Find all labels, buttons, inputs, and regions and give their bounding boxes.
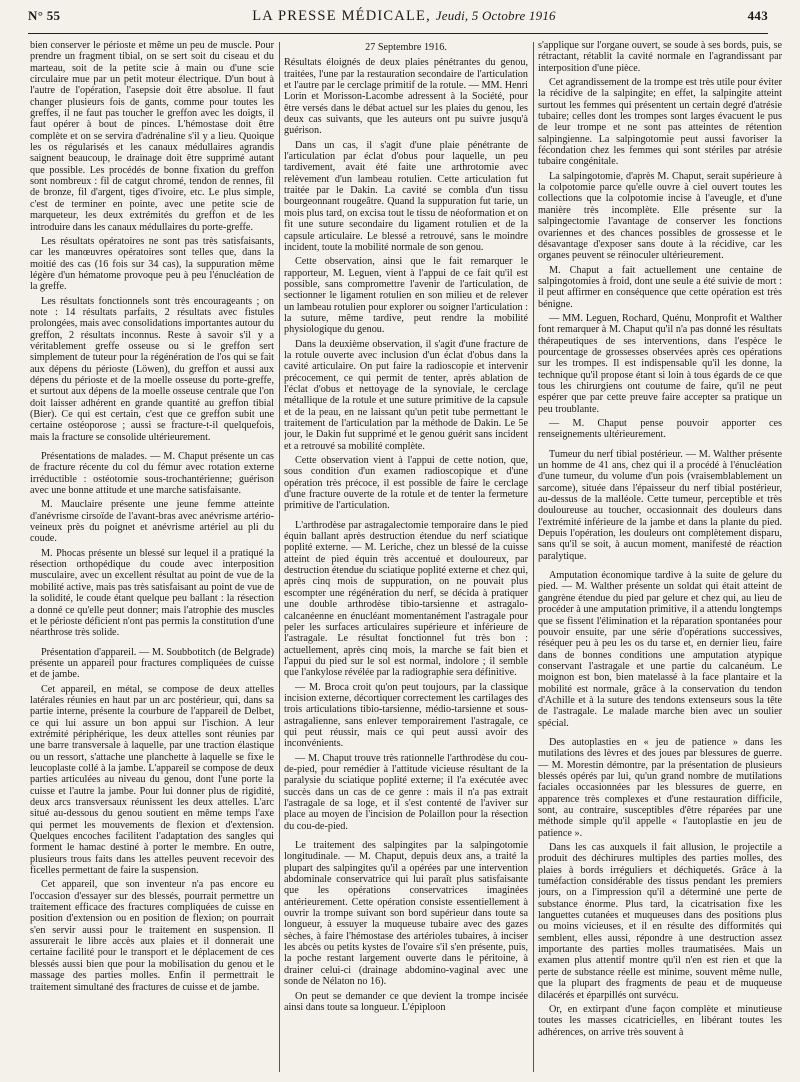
paragraph: M. Chaput a fait actuellement une centaine de salpingotomies à froid, dont une seule a été suivie de mort : il peut affirmer en conséquence que cette opération est très bénigne. [538,264,782,310]
paragraph: bien conserver le périoste et même un peu de muscle. Pour prendre un fragment tibial, on se sert soit du ciseau et du marteau, soit de la petite scie à main ou d'une scie circulaire mue par un petit moteur électrique. D'un bout à l'autre de l'opération, l'asepsie doit être absolue. Il faut changer plusieurs fois de gants, comme pour toutes les greffes, il ne faut pas toucher le greffon avec les doigts, il faut opérer à bout de pinces. L'hémostase doit être complète et on se servira d'adrénaline s'il y a lieu. Quoique les os régularisés et les canaux médullaires agrandis saignent beaucoup, le drainage doit être supprimé autant que possible. Les procédés de bonne fixation du greffon sont nombreux : fil de catgut chromé, tendon de rennes, fil de bronze, fil d'argent, tiges d'ivoire, etc. Le plus simple, c'est de terminer en pointe, avec une petite scie de marqueteur, les deux extrémités du greffon et de les introduire dans les canaux médullaires du porte-greffe. [30,40,274,233]
header-rule [28,33,768,34]
paragraph: Cet appareil, en métal, se compose de deux attelles latérales réunies en haut par un arc postérieur, qui, dans sa partie interne, présente la courbure de l'appareil de Delbet, ce qui lui assure un bon appui sur l'ischion. A leur extrémité périphérique, les deux attelles sont réunies par une barre transversale à laquelle, par une traction élastique ou un ressort, s'attache une planchette à laquelle se fixe le leucoplaste collé à la jambe. L'appareil se compose de deux parties articulées au niveau du genou, dont l'une porte la cuisse et l'autre la jambe. Pour lui donner plus de rigidité, deux arcs transversaux réunissent les deux attelles. L'arc situé au-dessous du genou soutient en même temps l'axe qui permet les mouvements de flexion et d'extension. Quelques encoches facilitent l'adaptation des sangles qui forment le hamac destiné à porter le membre. En outre, plusieurs trous faits dans les attelles peuvent recevoir des ficelles permettant de faire la suspension. [30,683,274,877]
section-paragraph: Résultats éloignés de deux plaies pénétrantes du genou, traitées, l'une par la restauration secondaire de l'articulation et l'autre par le cerclage primitif de la rotule. — MM. Henri Lorin et Morisson-Lacombe adressent à la Société, pour être versés dans le débat actuel sur les plaies du genou, les deux cas suivants, que les auteurs ont pu suivre jusqu'à guérison. [284,57,528,137]
paragraph: — M. Broca croit qu'on peut toujours, par la classique incision externe, décortiquer correctement les cartilages des trois articulations tibio-tarsienne, médio-tarsienne et sous-astragalienne, sans enlever temporairement l'astragale, ce qui peut réussir, mais ce qui peut aussi avoir des inconvénients. [284,681,528,750]
paragraph: Cette observation, ainsi que le fait remarquer le rapporteur, M. Leguen, vient à l'appui de ce fait qu'il est possible, sans compromettre l'avenir de l'articulation, de sectionner le ligament rotulien en son milieu et de relever un lambeau rotulien pour explorer ou soigner l'articulation : la suture, même tardive, peut rendre la mobilité physiologique du genou. [284,256,528,336]
column-divider [279,42,280,1072]
issue-date: Jeudi, 5 Octobre 1916 [435,8,556,23]
session-date: 27 Septembre 1916. [365,42,447,53]
paragraph: M. Mauclaire présente une jeune femme atteinte d'anévrisme cirsoïde de l'avant-bras avec anévrisme artério-veineux près du poignet et anévrisme artériel au pli du coude. [30,499,274,545]
section-paragraph: Présentations de malades. — M. Chaput présente un cas de fracture récente du col du fémur avec rotation externe irréductible : ostéotomie sous-trochantérienne; guérison avec une bonne attitude et une marche satisfaisante. [30,451,274,497]
paragraph: s'applique sur l'organe ouvert, se soude à ses bords, puis, se rétractant, rétablit la cavité normale en l'agrandissant par interposition d'une pièce. [538,40,782,74]
paragraph: — M. Chaput pense pouvoir apporter ces renseignements ultérieurement. [538,418,782,441]
section-paragraph: Le traitement des salpingites par la salpingotomie longitudinale. — M. Chaput, depuis deux ans, a traité la plupart des salpingites qu'il a opérées par une intervention abdominale conservatrice qui lui paraît plus satisfaisante que les opérations conservatrices imaginées antérieurement. Cette opération consiste essentiellement à ouvrir la trompe suivant son bord supérieur dans toute sa longueur, à essuyer la muqueuse tubaire avec des gazes sèches, à faire l'hémostase des artérioles tubaires, à inciser les abcès ou petits kystes de l'ovaire s'il s'en présente, puis, la poche restant largement ouverte dans le péritoine, à drainer celui-ci (drainage abdomino-vaginal avec une sonde de Nélaton no 16). [284,840,528,988]
column-middle [284,40,528,1076]
section-paragraph: Tumeur du nerf tibial postérieur. — M. Walther présente un homme de 41 ans, chez qui il a procédé à l'énucléation d'une tumeur, du volume d'un pois (vraisemblablement un sarcome), située dans l'épaisseur du nerf tibial postérieur, au-dessus de la malléole. Cette tumeur, perceptible et très douloureuse au toucher, occasionnait des douleurs dans l'extrémité inférieure de la jambe et dans la plante du pied. Depuis l'opération, les douleurs ont complètement disparu, sans qu'il se soit, à aucun moment, manifesté de réaction paralytique. [538,448,782,562]
column-divider [533,42,534,1072]
column-right [538,40,782,1076]
paragraph: Les résultats opératoires ne sont pas très satisfaisants, car les manœuvres opératoires sont telles que, dans la moitié des cas (16 fois sur 34 cas), la suppuration même légère d'un hématome provoque peu à peu l'énucléation de la greffe. [30,235,274,293]
paragraph: — M. Chaput trouve très rationnelle l'arthrodèse du cou-de-pied, pour remédier à l'attitude vicieuse résultant de la paralysie du sciatique poplité externe; il l'a exécutée avec succès dans un cas de ce genre : mais il n'a pas extrait l'astragale de sa loge, et il s'est contenté de l'aviver sur place au moyen de l'incision de Polaillon pour la résection du cou-de-pied. [284,752,528,832]
paragraph: Cet appareil, que son inventeur n'a pas encore eu l'occasion d'essayer sur des blessés, pourrait permettre un traitement efficace des fractures compliquées de cuisse en position d'extension ou en position de flexion; on pourrait s'en servir aussi pour le traitement en suspension. Il assurerait le libre accès aux plaies et il donnerait une certaine facilité pour le transport et le déplacement de ces blessés aussi bien que pour la mobilisation du genou et le massage des parties molles. Enfin il permettrait le traitement simultané des fractures de cuisse et de jambe. [30,879,274,993]
page-header [28,8,768,32]
paragraph: Les résultats fonctionnels sont très encourageants ; on note : 14 résultats parfaits, 2 résultats avec fistules prolongées, mais avec consolidations importantes autour du greffon, 2 résultats inconnus. Reste à savoir s'il y a véritablement greffe osseuse ou si le greffon sert simplement de tuteur pour la régénération de l'os qui se fait aux dépens du périoste (Löwen), du greffon et aussi aux dépens du périoste et de la moelle osseuse du porte-greffe, et surtout aux dépens de la moelle osseuse centrale que l'on doit laisser adhérent en grande quantité au greffon tibial (Bier). Ce qui est certain, c'est que ce greffon subit une certaine ostéoporose ; aussi se fracture-t-il quelquefois, mais la fracture se consolide ultérieurement. [30,295,274,443]
paragraph: La salpingotomie, d'après M. Chaput, serait supérieure à la colpotomie parce qu'elle ouvre à ciel ouvert toutes les collections que la colpotomie incise à l'aveugle, et d'une manière très incomplète. Elle présente sur la salpingectomie l'avantage de conserver les fonctions ovariennes et des chances possibles de grossesse et le désavantage d'exposer sans doute à la récidive, car les organes peuvent se réinoculer ultérieurement. [538,170,782,262]
journal-name: LA PRESSE MÉDICALE, [252,8,431,24]
paragraph: Or, en extirpant d'une façon complète et minutieuse toutes les masses cicatricielles, en libérant toutes les adhérences, on arrive très souvent à [538,1003,782,1038]
column-left [30,40,274,1076]
paragraph: On peut se demander ce que devient la trompe incisée ainsi dans toute sa longueur. L'épiploon [284,990,528,1013]
paragraph: Dans un cas, il s'agit d'une plaie pénétrante de l'articulation par éclat d'obus pour laquelle, un peu tardivement, avait été faite une arthrotomie avec relèvement d'un lambeau rotulien. Cette articulation fut traitée par le Dakin. La cavité se combla d'un tissu bourgeonnant rougeâtre. Quand la suppuration fut tarie, un mois plus tard, on excisa tout le tissu de néoformation et on fit une suture secondaire du ligament rotulien et de la capsule articulaire. Le blessé a retrouvé, sans le moindre incident, toute la mobilité normale de son genou. [284,139,528,253]
page-number: 443 [747,8,768,23]
section-paragraph: Amputation économique tardive à la suite de gelure du pied. — M. Walther présente un soldat qui était atteint de gangrène étendue du pied par gelure et chez qui, au lieu de procéder à une amputation primitive, il a attendu longtemps que se fissent l'élimination et la réparation spontanées pour pouvoir ensuite, par une série d'opérations successives, réséquer peu à peu les os du tarse et, en dernier lieu, faire dans de bonnes conditions une amputation atypique conservant l'astragale et une partie du calcanéum. Le moignon est bon, bien matelassé à la face plantaire et la mobilité est normale, grâce à la conservation du tendon d'Achille et à la suture des tendons extenseurs sous la tête de l'astragale. Le malade marche bien avec un soulier spécial. [538,570,782,729]
paragraph: Dans les cas auxquels il fait allusion, le projectile a produit des déchirures multiples des parties molles, des plaies à bords irréguliers et déchiquetés. Grâce à la tuméfaction considérable des tissus pendant les premiers jours, on a l'impression qu'il a déterminé une perte de substance énorme. Plus tard, la cicatrisation fixe les languettes cutanées et muqueuses dans des positions plus ou moins vicieuses, et il en résulte des difformités qui semblent, elles aussi, répondre à une destruction assez importante des parties molles traumatisées. Mais un examen plus attentif montre qu'il n'en est rien et que la perte de substance réelle est minime, souvent même nulle, que la plupart des fragments de peau et de muqueuse dilacérés et éparpillés ont survécu. [538,842,782,1001]
issue-number: N° 55 [28,8,61,23]
journal-title [252,8,556,25]
section-paragraph: Des autoplasties en « jeu de patience » dans les mutilations des lèvres et des joues par blessures de guerre. — M. Morestin démontre, par la présentation de plusieurs blessés opérés par lui, qu'un grand nombre de mutilations faciales occasionnées par les blessures de guerre, en apparence très complexes et d'une restauration difficile, sont, au contraire, susceptibles d'être réparées par une méthode simple qu'il appelle « l'autoplastie en jeu de patience ». [538,736,782,839]
paragraph: Dans la deuxième observation, il s'agit d'une fracture de la rotule ouverte avec inclusion d'un éclat d'obus dans la cavité articulaire. On put faire la radioscopie et intervenir précocement, ce qui permit de tenter, après ablation de l'éclat d'obus et nettoyage de la synoviale, le cerclage métallique de la rotule et une suture primitive de la capsule et de la peau, en ne laissant qu'un petit tube permettant le traitement de l'articulation par la méthode de Dakin. Le 5e jour, le Dakin fut supprimé et le genou guérit sans incident et a retrouvé sa mobilité complète. [284,338,528,452]
paragraph: Cette observation vient à l'appui de cette notion, que, sous condition d'un examen radioscopique et d'une opération très précoce, il est possible de faire le cerclage d'une fracture ouverte de la rotule et de tenter la fermeture primitive de l'articulation. [284,455,528,512]
paragraph: M. Phocas présente un blessé sur lequel il a pratiqué la résection orthopédique du coude avec interposition musculaire, avec un excellent résultat au point de vue de la mobilité active, mais pas très satisfaisant au point de vue de la solidité, le coude étant quelque peu ballant : la résection a donné ce qu'elle peut donner; mais l'atrophie des muscles et le périoste déficient n'ont pas permis la constitution d'une néarthrose très solide. [30,547,274,639]
section-paragraph: L'arthrodèse par astragalectomie temporaire dans le pied équin ballant après destruction étendue du nerf sciatique poplité externe. — M. Leriche, chez un blessé de la cuisse atteint de pied équin très accentué et douloureux, par destruction étendue du sciatique poplité externe et chez qui, après cinq mois de suppuration, on ne pouvait plus escompter une régénération du nerf, se décida à pratiquer une double arthrodèse tibio-tarsienne et astragalo-calcanéenne en énucléant momentanément l'astragale pour peler les surfaces articulaires supérieure et inférieure de l'astragale. Le résultat fonctionnel fut très bon : actuellement, après cinq mois, la marche se fait bien et l'appui du pied sur le sol est normal, indolore ; il semble que l'ankylose révélée par la radiographie sera définitive. [284,519,528,679]
section-paragraph: Présentation d'appareil. — M. Soubbotitch (de Belgrade) présente un appareil pour fractures compliquées de cuisse et de jambe. [30,646,274,681]
paragraph: Cet agrandissement de la trompe est très utile pour éviter la récidive de la salpingite; en effet, la salpingite atteint surtout les femmes qui présentent un certain degré d'atrésie tubaire; celles dont les trompes sont larges évacuent le pus de leur trompe et ne sont pas atteintes de rétention salpingienne. La salpingotomie peut aussi favoriser la fécondation chez les femmes qui sont stériles par atrésie tubaire congénitale. [538,77,782,168]
paragraph: — MM. Leguen, Rochard, Quénu, Monprofit et Walther font remarquer à M. Chaput qu'il n'a pas donné les résultats thérapeutiques de ses interventions, dans l'espèce le pourcentage de grossesses observées après ces opérations sur les trompes. Il est indispensable qu'il les donne, la technique qu'il propose étant si loin à tous égards de ce que tous les chirurgiens ont coutume de faire, qu'il ne peut espérer que par cette preuve faire accepter sa pratique un peu troublante. [538,312,782,415]
